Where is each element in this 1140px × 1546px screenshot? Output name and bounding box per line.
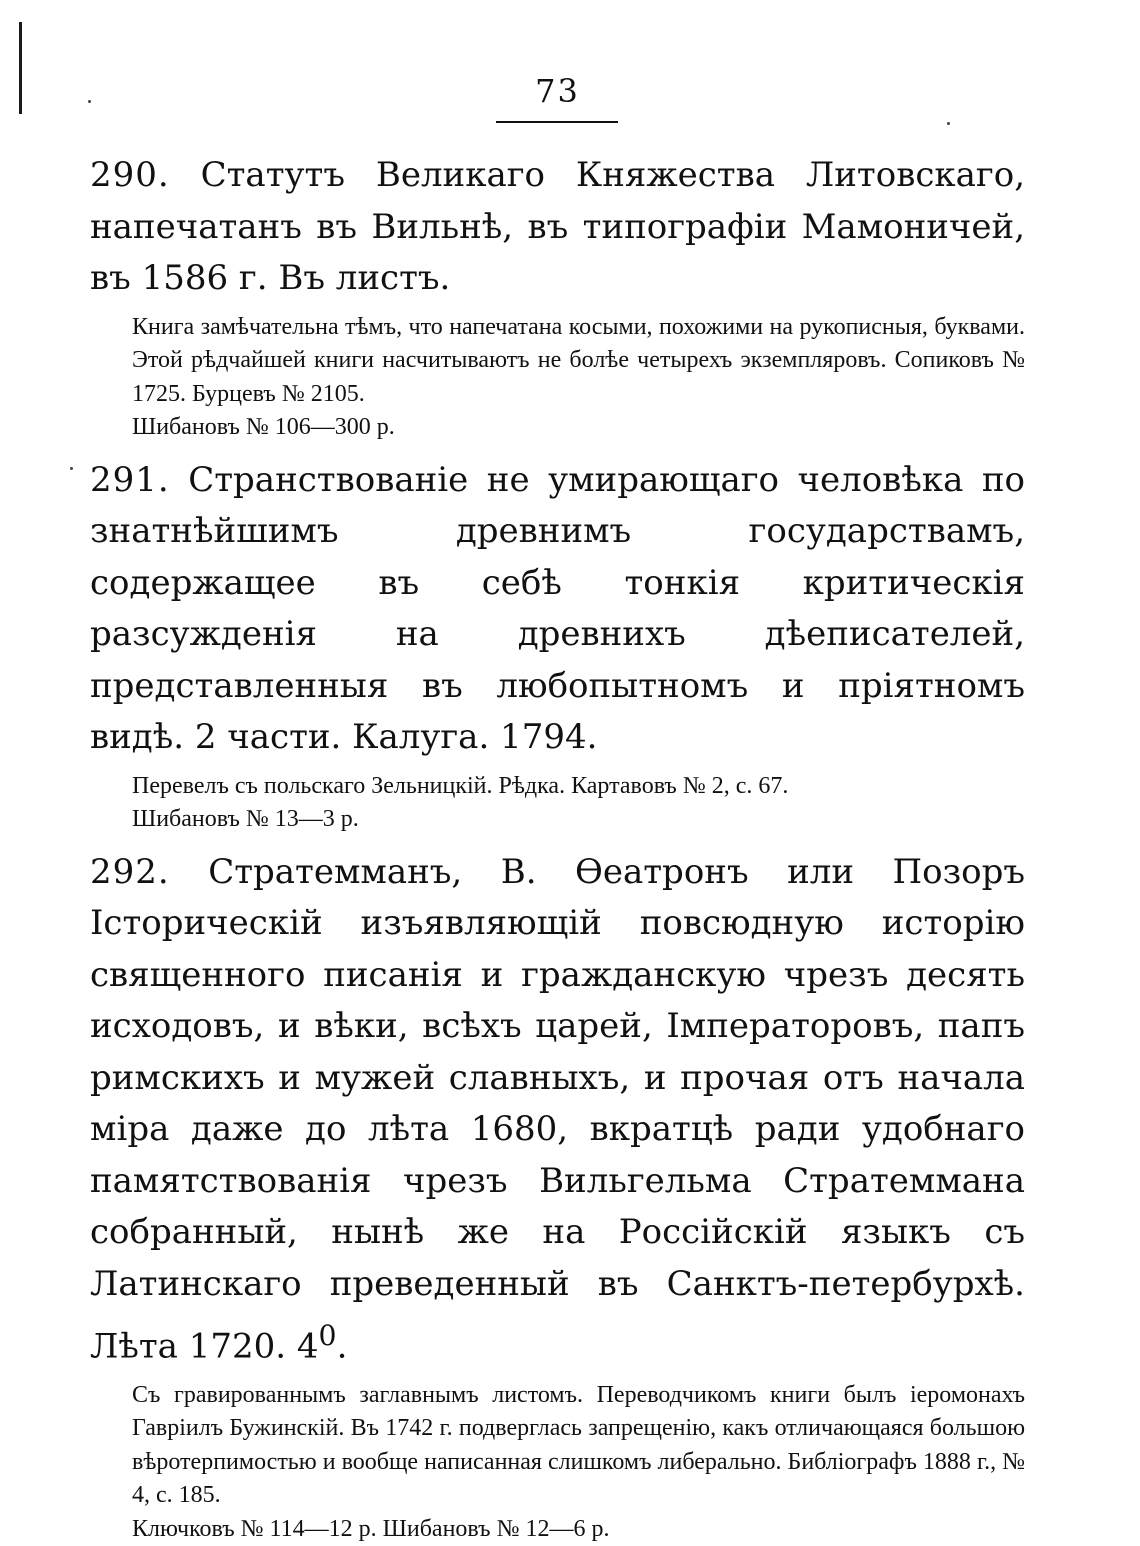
catalog-entry <box>90 455 1025 837</box>
entry-heading <box>90 847 1025 1373</box>
entry-price: Шибановъ № 13—3 р. <box>132 803 1025 837</box>
entry-price: Ключковъ № 114—12 р. Шибановъ № 12—6 р. <box>132 1513 1025 1546</box>
scan-speck <box>70 467 73 470</box>
entry-number: 291. <box>90 460 170 500</box>
entry-number: 290. <box>90 155 170 195</box>
entry-note: Перевелъ съ польскаго Зельницкій. Рѣдка. Картавовъ № 2, с. 67. <box>132 770 1025 804</box>
catalog-entry <box>90 847 1025 1546</box>
catalog-entry <box>90 150 1025 445</box>
entry-heading <box>90 455 1025 764</box>
entry-heading <box>90 150 1025 305</box>
entry-note: Книга замѣчательна тѣмъ, что напечатана косыми, похожими на рукописныя, буквами. Этой рѣдчайшей книги насчитываютъ не болѣе четырехъ экземпляровъ. Сопиковъ № 1725. Бурцевъ № 2105. <box>132 311 1025 412</box>
entry-title-end: . <box>337 1326 348 1366</box>
entry-note: Съ гравированнымъ заглавнымъ листомъ. Переводчикомъ книги былъ іеромонахъ Гавріилъ Бужинскій. Въ 1742 г. подверглась запрещенію, какъ отличающаяся большою вѣротерпимостью и вообще написанная слишкомъ либерально. Библіографъ 1888 г., № 4, с. 185. <box>132 1379 1025 1513</box>
entry-title: Статутъ Великаго Княжества Литовскаго, напечатанъ въ Вильнѣ, въ типографіи Мамоничей, въ 1586 г. Въ листъ. <box>90 155 1025 298</box>
entry-number: 292. <box>90 852 170 892</box>
page-number: 73 <box>0 72 1115 110</box>
entry-title: Стратемманъ, В. Ѳеатронъ или Позоръ Історическій изъявляющій повсюдную исторію священного писанія и гражданскую чрезъ десять исходовъ, и вѣки, всѣхъ царей, Імператоровъ, папъ римскихъ и мужей славныхъ, и прочая отъ начала міра даже до лѣта 1680, вкратцѣ ради удобнаго памятствованія чрезъ Вильгельма Стратеммана собранный, нынѣ же на Россійскій языкъ съ Латинскаго преведенный въ Санктъ-петербурхѣ. Лѣта 1720. 4 <box>90 852 1025 1367</box>
format-superscript: 0 <box>319 1319 337 1352</box>
entry-price: Шибановъ № 106—300 р. <box>132 411 1025 445</box>
header-rule <box>496 121 618 123</box>
scan-speck <box>947 122 950 125</box>
entry-title: Странствованіе не умирающаго человѣка по знатнѣйшимъ древнимъ государствамъ, содержащее въ себѣ тонкія критическія разсужденія на древнихъ дѣеписателей, представленныя въ любопытномъ и пріятномъ видѣ. 2 части. Калуга. 1794. <box>90 460 1025 758</box>
page-content <box>90 150 1025 1546</box>
